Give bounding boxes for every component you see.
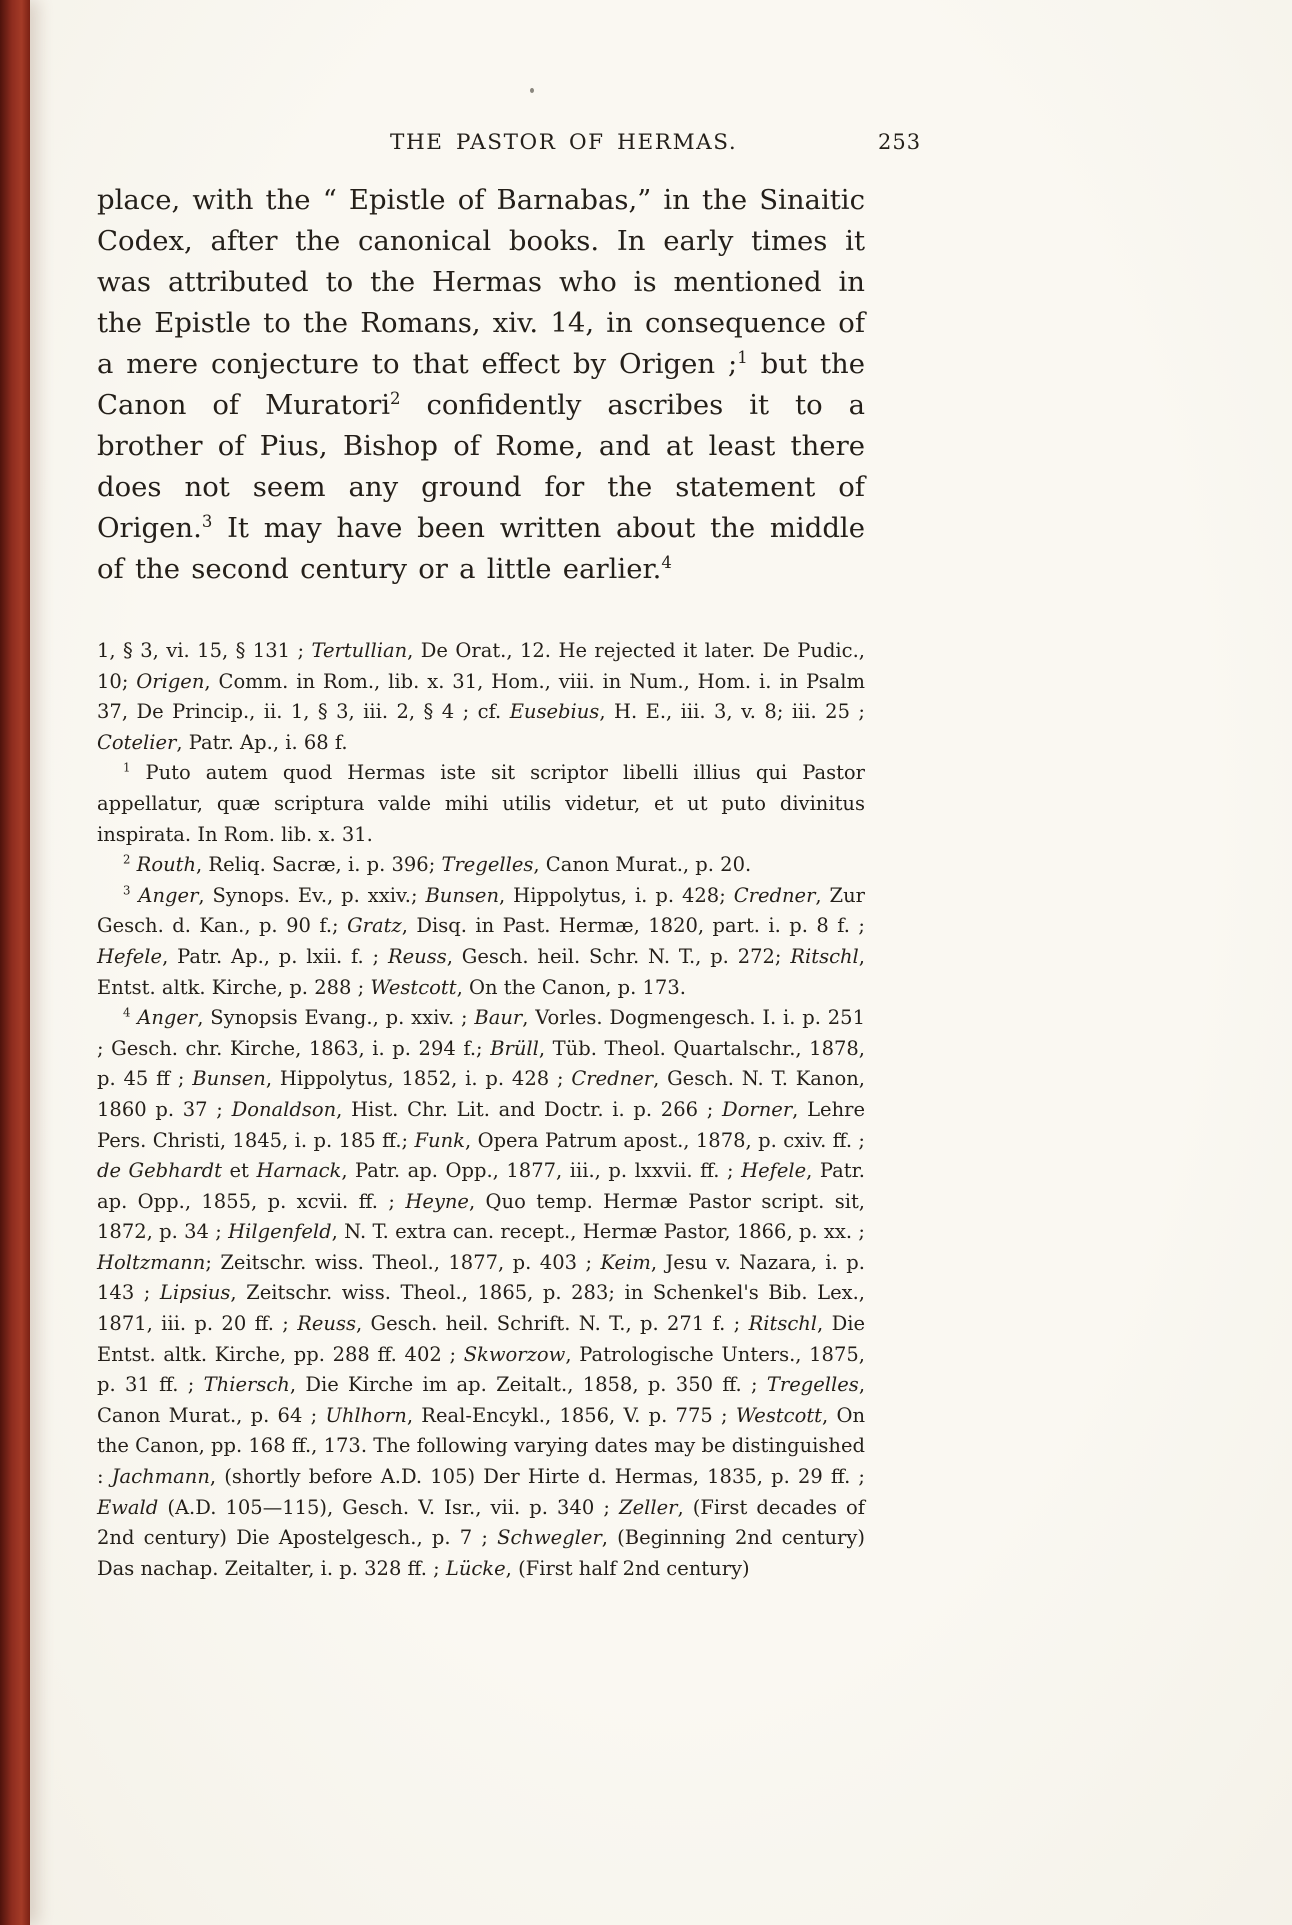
footnote-2: $^2$ Routh, Reliq. Sacræ, i. p. 396; Tregelles, Canon Murat., p. 20.	[123, 852, 752, 877]
scan-speck	[530, 88, 534, 93]
binding-edge	[0, 0, 30, 1925]
page-number: 253	[878, 130, 922, 154]
main-paragraph: place, with the “ Epistle of Barnabas,” in the Sinaitic Codex, after the canonical books. In early times it was attributed to the Hermas who is mentioned in the Epistle to the Romans, xiv. 14, in consequence of a mere conjecture to that effect by Origen ;$^1$ but the Canon of Muratori$^2$ confidently ascribes it to a brother of Pius, Bishop of Rome, and at least there does not seem any ground for the statement of Origen.$^3$ It may have been written about the middle of the second century or a little earlier.$^4$	[97, 184, 865, 585]
footnote-continuation: 1, § 3, vi. 15, § 131 ; Tertullian, De Orat., 12. He rejected it later. De Pudic., 10; Origen, Comm. in Rom., lib. x. 31, Hom., viii. in Num., Hom. i. in Psalm 37, De Princip., ii. 1, § 3, iii. 2, § 4 ; cf. Eusebius, H. E., iii. 3, v. 8; iii. 25 ; Cotelier, Patr. Ap., i. 68 f.	[97, 639, 865, 754]
footnotes-section	[97, 636, 865, 1584]
footnote-3: $^3$ Anger, Synops. Ev., p. xxiv.; Bunsen, Hippolytus, i. p. 428; Credner, Zur Gesch. d. Kan., p. 90 f.; Gratz, Disq. in Past. Hermæ, 1820, part. i. p. 8 f. ; Hefele, Patr. Ap., p. lxii. f. ; Reuss, Gesch. heil. Schr. N. T., p. 272; Ritschl, Entst. altk. Kirche, p. 288 ; Westcott, On the Canon, p. 173.	[97, 883, 865, 999]
running-header-title: THE PASTOR OF HERMAS.	[390, 130, 738, 155]
footnote-4: $^4$ Anger, Synopsis Evang., p. xxiv. ; Baur, Vorles. Dogmengesch. I. i. p. 251 ; Gesch. chr. Kirche, 1863, i. p. 294 f.; Brüll, Tüb. Theol. Quartalschr., 1878, p. 45 ff ; Bunsen, Hippolytus, 1852, i. p. 428 ; Credner, Gesch. N. T. Kanon, 1860 p. 37 ; Donaldson, Hist. Chr. Lit. and Doctr. i. p. 266 ; Dorner, Lehre Pers. Christi, 1845, i. p. 185 ff.; Funk, Opera Patrum apost., 1878, p. cxiv. ff. ; de Gebhardt et Harnack, Patr. ap. Opp., 1877, iii., p. lxxvii. ff. ; Hefele, Patr. ap. Opp., 1855, p. xcvii. ff. ; Heyne, Quo temp. Hermæ Pastor script. sit, 1872, p. 34 ; Hilgenfeld, N. T. extra can. recept., Hermæ Pastor, 1866, p. xx. ; Holtzmann; Zeitschr. wiss. Theol., 1877, p. 403 ; Keim, Jesu v. Nazara, i. p. 143 ; Lipsius, Zeitschr. wiss. Theol., 1865, p. 283; in Schenkel's Bib. Lex., 1871, iii. p. 20 ff. ; Reuss, Gesch. heil. Schrift. N. T., p. 271 f. ; Ritschl, Die Entst. altk. Kirche, pp. 288 ff. 402 ; Skworzow, Patrologische Unters., 1875, p. 31 ff. ; Thiersch, Die Kirche im ap. Zeitalt., 1858, p. 350 ff. ; Tregelles, Canon Murat., p. 64 ; Uhlhorn, Real-Encykl., 1856, V. p. 775 ; Westcott, On the Canon, pp. 168 ff., 173. The following varying dates may be distinguished : Jachmann, (shortly before A.D. 105) Der Hirte d. Hermas, 1835, p. 29 ff. ; Ewald (A.D. 105—115), Gesch. V. Isr., vii. p. 340 ; Zeller, (First decades of 2nd century) Die Apostelgesch., p. 7 ; Schwegler, (Beginning 2nd century) Das nachap. Zeitalter, i. p. 328 ff. ; Lücke, (First half 2nd century)	[97, 1005, 866, 1580]
text-block	[97, 180, 865, 1584]
footnote-1: $^1$ Puto autem quod Hermas iste sit scriptor libelli illius qui Pastor appellatur, quæ scriptura valde mihi utilis videtur, et ut puto divinitus inspirata. In Rom. lib. x. 31.	[97, 760, 865, 846]
